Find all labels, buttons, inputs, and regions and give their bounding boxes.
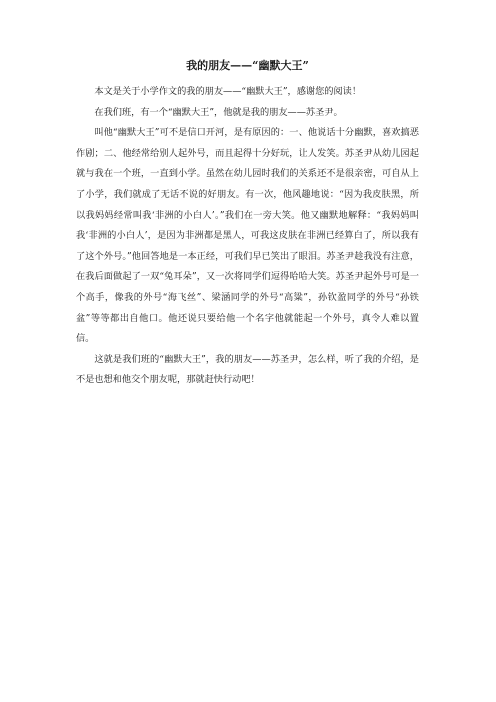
document-page — [76, 58, 419, 391]
paragraph-1: 在我们班，有一个“幽默大王”，他就是我的朋友——苏圣尹。 — [94, 106, 343, 118]
paragraph-intro: 本文是关于小学作文的我的朋友——“幽默大王”，感谢您的阅读！ — [94, 86, 362, 97]
paragraph-3: 这就是我们班的“幽默大王”，我的朋友——苏圣尹，怎么样，听了我的介绍，是不是也想和他交个朋友呢，那就赶快行动吧！ — [76, 353, 419, 386]
paragraph-2: 叫他“幽默大王”可不是信口开河，是有原因的：一、他说话十分幽默，喜欢搞恶作剧；二、他经常给别人起外号，而且起得十分好玩，让人发笑。苏圣尹从幼儿园起就与我在一个班，一直到小学。虽然在幼儿园时我们的关系还不是很亲密，可自从上了小学，我们就成了无话不说的好朋友。有一次，他风趣地说：“因为我皮肤黑，所以我妈妈经常叫我‘非洲的小白人’。”我们在一旁大笑。他又幽默地解释：“我妈妈叫我‘非洲的小白人’，是因为非洲都是黑人，可我这皮肤在非洲已经算白了，所以我有了这个外号。”他回答地是一本正经，可我们早已笑出了眼泪。苏圣尹趁我没有注意，在我后面做起了一双“兔耳朵”，又一次将同学们逗得哈哈大笑。苏圣尹起外号可是一个高手，像我的外号“海飞丝”、梁涵同学的外号“高粱”，孙钦盈同学的外号“孙铁盆”等等都出自他口。他还说只要给他一个名字他就能起一个外号，真令人难以置信。 — [76, 127, 419, 345]
document-title: 我的朋友——“幽默大王” — [186, 59, 309, 72]
